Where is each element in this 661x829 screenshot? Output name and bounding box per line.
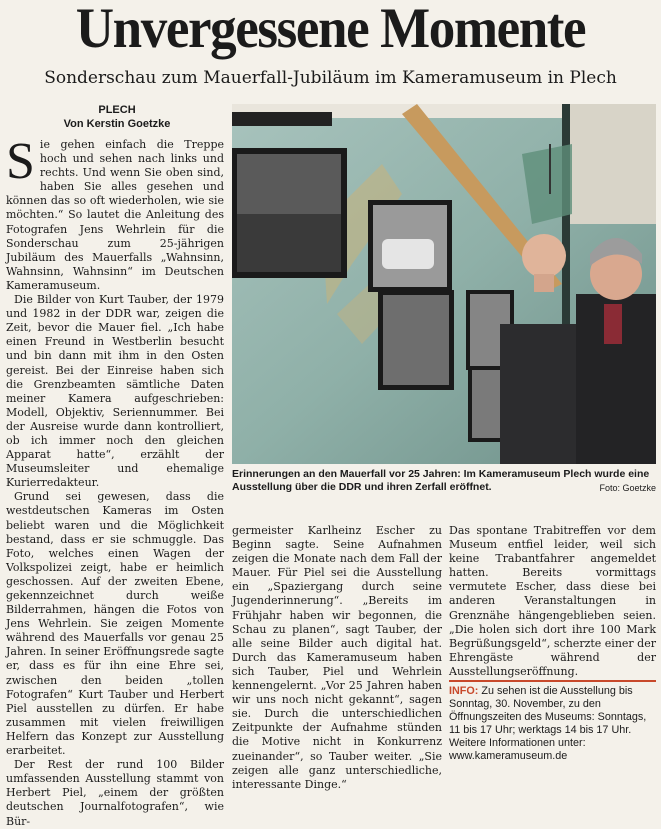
article-column-1 (6, 133, 224, 829)
paragraph: Die Bilder von Kurt Tauber, der 1979 und 1982 in der DDR war, zeigen die Zeit, bevor die Mauer fiel. „Ich habe einen Freund in Westberlin besucht und bin dann mit ihm in den Osten gereist. Bei der Einreise haben sich die Grenzbeamten sämtliche Daten meiner Kamera aufgeschrieben: Modell, Objektiv, Seriennummer. Bei der Ausreise wurde dann kontrolliert, ob ich immer noch den gleichen Apparat hatte“, erzählt der Museumsleiter und ehemalige Kurierredakteur. (6, 293, 224, 490)
paragraph: germeister Karlheinz Escher zu Beginn sagte. Seine Aufnahmen zeigen die Monate nach dem Fall der Mauer. Für Piel sei die Ausstellung ein „Spaziergang durch seine Jugenderinnerung“. „Bereits im Frühjahr haben wir begonnen, die Schau zu planen“, sagt Tauber, der alle seine Bilder auch digital hat. Durch das Kameramuseum haben sich Tauber, Piel und Wehrlein kennengelernt. „Vor 25 Jahren haben wir uns noch nicht gekannt“, sagen sie. Durch die unterschiedlichen Zeitpunkte der Aufnahme stünden die Motive nicht in Konkurrenz zueinander“, so Tauber weiter. „Sie zeigen alle ganz unterschiedliche, interessante Dinge.“ (232, 524, 442, 791)
article-column-3 (449, 524, 656, 679)
headline: Unvergessene Momente (75, 0, 586, 60)
article-column-2 (232, 524, 442, 792)
photo-caption (232, 468, 656, 495)
photo-credit: Foto: Goetzke (599, 483, 656, 493)
info-box (449, 680, 656, 763)
dateline (6, 103, 228, 131)
paragraph: Grund sei gewesen, dass die westdeutschen Kameras im Osten beliebt waren und die Möglichkeit bestand, dass er sie schmuggle. Das Foto, welches einen Wagen der Volkspolizei zeigt, habe er heimlich geschossen. Auf der zweiten Ebene, gekennzeichnet durch weiße Bilderrahmen, hängen die Fotos von Jens Wehrlein. Sie zeigen Momente während des Mauerfalls vor genau 25 Jahren. In seiner Eröffnungsrede sagte er, dass es für ihn eine Ehre sei, zwischen den beiden „tollen Fotografen“ Kurt Tauber und Herbert Piel ausstellen zu dürfen. Er habe zusammen mit vielen freiwilligen Helfern das Konzept zur Ausstellung erarbeitet. (6, 490, 224, 758)
info-text: Zu sehen ist die Ausstellung bis Sonntag, 30. November, zu den Öffnungszeiten des Museums: Sonntags, 11 bis 17 Uhr; werktags 14 bis 17 Uhr. Weitere Informationen unter: www.kameramuseum.de (449, 685, 647, 762)
dateline-place: PLECH (98, 104, 136, 116)
info-label: INFO: (449, 685, 479, 697)
caption-text: Erinnerungen an den Mauerfall vor 25 Jahren: Im Kameramuseum Plech wurde eine Ausstellung über die DDR und ihren Zerfall eröffnet. (232, 468, 650, 493)
drop-cap: S (6, 133, 35, 190)
subtitle: Sonderschau zum Mauerfall-Jubiläum im Kameramuseum in Plech (44, 68, 617, 88)
dateline-author: Von Kerstin Goetzke (63, 118, 171, 130)
paragraph: Der Rest der rund 100 Bilder umfassenden Ausstellung stammt von Herbert Piel, „einem der größten deutschen Journalfotografen“, wie Bür- (6, 758, 224, 828)
exhibition-photo (232, 104, 656, 464)
paragraph: ie gehen einfach die Treppe hoch und sehen nach links und rechts. Und wenn Sie oben sind, haben Sie alles gesehen und können das so oft wiederholen, wie sie möchten.“ So lautet die Anleitung des Fotografen Jens Wehrlein für die Sonderschau zum 25-jährigen Jubiläum des Mauerfalls „Wahnsinn, Wahnsinn, Wahnsinn“ im Deutschen Kameramuseum. (6, 138, 224, 292)
paragraph: Das spontane Trabitreffen vor dem Museum entfiel leider, weil sich keine Trabantfahrer angemeldet hatten. Bereits vormittags vermutete Escher, dass diese bei anderen Veranstaltungen in Grenznähe hängengeblieben seien. „Die holen sich dort ihre 100 Mark Begrüßungsgeld“, scherzte einer der Ehrengäste während der Ausstellungseröffnung. (449, 524, 656, 678)
